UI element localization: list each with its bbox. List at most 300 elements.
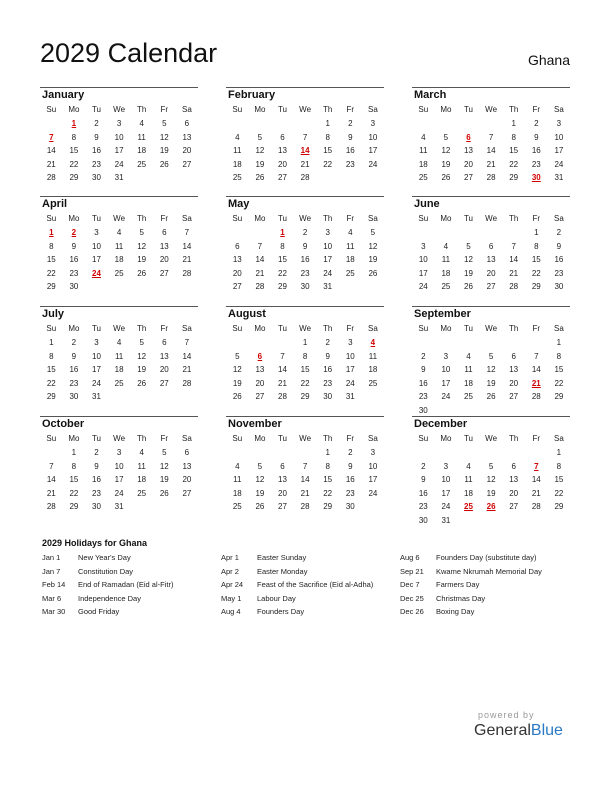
calendar-date[interactable]: 17 bbox=[114, 146, 124, 155]
calendar-date[interactable]: 22 bbox=[323, 488, 333, 498]
holiday-date[interactable]: 7 bbox=[534, 461, 539, 471]
holiday-date[interactable]: 1 bbox=[71, 119, 77, 128]
calendar-date[interactable]: 2 bbox=[94, 119, 99, 128]
calendar-date[interactable]: 12 bbox=[486, 475, 496, 484]
calendar-date[interactable]: 20 bbox=[278, 488, 287, 498]
calendar-date[interactable]: 19 bbox=[255, 159, 265, 169]
calendar-date[interactable]: 7 bbox=[49, 461, 54, 471]
calendar-date[interactable]: 14 bbox=[300, 475, 310, 484]
calendar-date[interactable]: 13 bbox=[182, 461, 192, 471]
calendar-date[interactable]: 28 bbox=[182, 378, 192, 388]
calendar-date[interactable]: 19 bbox=[486, 378, 496, 388]
calendar-date[interactable]: 16 bbox=[345, 146, 355, 155]
calendar-date[interactable]: 2 bbox=[94, 448, 99, 457]
holiday-date[interactable]: 30 bbox=[531, 173, 541, 182]
calendar-date[interactable]: 21 bbox=[182, 255, 192, 264]
calendar-date[interactable]: 3 bbox=[556, 119, 562, 128]
calendar-date[interactable]: 1 bbox=[325, 448, 330, 457]
calendar-date[interactable]: 10 bbox=[323, 241, 333, 251]
calendar-date[interactable]: 9 bbox=[71, 351, 77, 361]
calendar-date[interactable]: 27 bbox=[278, 173, 287, 182]
calendar-date[interactable]: 14 bbox=[278, 365, 287, 374]
calendar-date[interactable]: 19 bbox=[464, 268, 473, 278]
calendar-date[interactable]: 11 bbox=[137, 132, 146, 142]
calendar-date[interactable]: 21 bbox=[255, 268, 265, 278]
calendar-date[interactable]: 21 bbox=[509, 268, 519, 278]
calendar-date[interactable]: 14 bbox=[509, 255, 519, 264]
calendar-date[interactable]: 22 bbox=[278, 268, 287, 278]
calendar-date[interactable]: 15 bbox=[46, 365, 56, 374]
calendar-date[interactable]: 18 bbox=[464, 378, 473, 388]
calendar-date[interactable]: 14 bbox=[531, 475, 541, 484]
holiday-date[interactable]: 14 bbox=[300, 146, 310, 155]
calendar-date[interactable]: 10 bbox=[92, 241, 101, 251]
calendar-date[interactable]: 4 bbox=[139, 448, 144, 457]
calendar-date[interactable]: 24 bbox=[368, 488, 378, 498]
calendar-date[interactable]: 6 bbox=[184, 448, 190, 457]
calendar-date[interactable]: 20 bbox=[486, 268, 496, 278]
calendar-date[interactable]: 4 bbox=[466, 351, 471, 361]
calendar-date[interactable]: 17 bbox=[92, 365, 101, 374]
calendar-date[interactable]: 25 bbox=[368, 378, 378, 388]
calendar-date[interactable]: 16 bbox=[300, 255, 310, 264]
calendar-date[interactable]: 4 bbox=[116, 338, 122, 347]
calendar-date[interactable]: 23 bbox=[69, 378, 79, 388]
calendar-date[interactable]: 5 bbox=[162, 448, 167, 457]
calendar-date[interactable]: 26 bbox=[232, 392, 242, 401]
calendar-date[interactable]: 3 bbox=[443, 461, 449, 471]
calendar-date[interactable]: 25 bbox=[441, 282, 451, 291]
calendar-date[interactable]: 31 bbox=[114, 502, 124, 511]
calendar-date[interactable]: 12 bbox=[464, 255, 473, 264]
calendar-date[interactable]: 15 bbox=[554, 475, 564, 484]
calendar-date[interactable]: 23 bbox=[323, 378, 333, 388]
calendar-date[interactable]: 12 bbox=[255, 475, 265, 484]
calendar-date[interactable]: 20 bbox=[509, 378, 519, 388]
calendar-date[interactable]: 4 bbox=[466, 461, 471, 471]
calendar-date[interactable]: 27 bbox=[182, 159, 192, 169]
calendar-date[interactable]: 3 bbox=[443, 351, 449, 361]
calendar-date[interactable]: 19 bbox=[368, 255, 378, 264]
calendar-date[interactable]: 6 bbox=[511, 351, 516, 361]
calendar-date[interactable]: 19 bbox=[441, 159, 451, 169]
calendar-date[interactable]: 21 bbox=[182, 365, 192, 374]
calendar-date[interactable]: 10 bbox=[114, 132, 124, 142]
calendar-date[interactable]: 22 bbox=[46, 268, 56, 278]
calendar-date[interactable]: 27 bbox=[159, 378, 169, 388]
calendar-date[interactable]: 10 bbox=[441, 475, 451, 484]
calendar-date[interactable]: 30 bbox=[69, 392, 79, 401]
calendar-date[interactable]: 30 bbox=[554, 282, 564, 291]
calendar-date[interactable]: 17 bbox=[368, 475, 378, 484]
calendar-date[interactable]: 9 bbox=[421, 365, 426, 374]
calendar-date[interactable]: 3 bbox=[348, 338, 353, 347]
brand-logo[interactable] bbox=[474, 722, 563, 740]
calendar-date[interactable]: 24 bbox=[323, 268, 333, 278]
holiday-date[interactable]: 6 bbox=[466, 132, 471, 142]
calendar-date[interactable]: 11 bbox=[464, 475, 473, 484]
calendar-date[interactable]: 11 bbox=[346, 241, 355, 251]
calendar-date[interactable]: 6 bbox=[280, 461, 285, 471]
calendar-date[interactable]: 21 bbox=[531, 488, 541, 498]
calendar-date[interactable]: 12 bbox=[368, 241, 378, 251]
calendar-date[interactable]: 20 bbox=[159, 255, 169, 264]
calendar-date[interactable]: 19 bbox=[137, 365, 147, 374]
calendar-date[interactable]: 22 bbox=[69, 159, 79, 169]
calendar-date[interactable]: 21 bbox=[300, 488, 310, 498]
calendar-date[interactable]: 5 bbox=[257, 461, 263, 471]
calendar-date[interactable]: 1 bbox=[71, 448, 77, 457]
calendar-date[interactable]: 20 bbox=[464, 159, 473, 169]
calendar-date[interactable]: 5 bbox=[162, 119, 167, 128]
calendar-date[interactable]: 7 bbox=[184, 338, 190, 347]
calendar-date[interactable]: 8 bbox=[280, 241, 285, 251]
calendar-date[interactable]: 16 bbox=[345, 475, 355, 484]
calendar-date[interactable]: 26 bbox=[368, 268, 378, 278]
calendar-date[interactable]: 2 bbox=[421, 351, 426, 361]
calendar-date[interactable]: 2 bbox=[534, 119, 539, 128]
calendar-date[interactable]: 24 bbox=[114, 159, 124, 169]
calendar-date[interactable]: 28 bbox=[531, 502, 541, 511]
calendar-date[interactable]: 6 bbox=[162, 228, 167, 237]
calendar-date[interactable]: 24 bbox=[554, 159, 564, 169]
calendar-date[interactable]: 6 bbox=[511, 461, 516, 471]
calendar-date[interactable]: 15 bbox=[69, 146, 79, 155]
calendar-date[interactable]: 20 bbox=[509, 488, 519, 498]
calendar-date[interactable]: 6 bbox=[162, 338, 167, 347]
calendar-date[interactable]: 11 bbox=[114, 241, 124, 251]
calendar-date[interactable]: 24 bbox=[114, 488, 124, 498]
calendar-date[interactable]: 30 bbox=[69, 282, 79, 291]
calendar-date[interactable]: 31 bbox=[323, 282, 333, 291]
calendar-date[interactable]: 5 bbox=[488, 461, 494, 471]
calendar-date[interactable]: 9 bbox=[421, 475, 426, 484]
calendar-date[interactable]: 8 bbox=[556, 461, 562, 471]
calendar-date[interactable]: 22 bbox=[69, 488, 79, 498]
calendar-date[interactable]: 12 bbox=[137, 351, 147, 361]
calendar-date[interactable]: 10 bbox=[345, 351, 355, 361]
calendar-date[interactable]: 13 bbox=[159, 351, 169, 361]
calendar-date[interactable]: 9 bbox=[534, 132, 539, 142]
calendar-date[interactable]: 19 bbox=[159, 475, 169, 484]
calendar-date[interactable]: 7 bbox=[488, 132, 494, 142]
calendar-date[interactable]: 9 bbox=[71, 241, 77, 251]
calendar-date[interactable]: 27 bbox=[159, 268, 169, 278]
calendar-date[interactable]: 20 bbox=[278, 159, 287, 169]
calendar-date[interactable]: 29 bbox=[69, 173, 79, 182]
calendar-date[interactable]: 15 bbox=[554, 365, 564, 374]
calendar-date[interactable]: 13 bbox=[255, 365, 265, 374]
calendar-date[interactable]: 23 bbox=[92, 159, 101, 169]
holiday-date[interactable]: 7 bbox=[49, 132, 54, 142]
calendar-date[interactable]: 19 bbox=[137, 255, 147, 264]
calendar-date[interactable]: 5 bbox=[139, 338, 144, 347]
calendar-date[interactable]: 27 bbox=[509, 502, 519, 511]
calendar-date[interactable]: 29 bbox=[554, 502, 564, 511]
calendar-date[interactable]: 20 bbox=[255, 378, 265, 388]
calendar-date[interactable]: 23 bbox=[554, 268, 564, 278]
calendar-date[interactable]: 12 bbox=[232, 365, 242, 374]
calendar-date[interactable]: 23 bbox=[531, 159, 541, 169]
calendar-date[interactable]: 10 bbox=[114, 461, 124, 471]
calendar-date[interactable]: 14 bbox=[182, 241, 192, 251]
calendar-date[interactable]: 23 bbox=[300, 268, 310, 278]
calendar-date[interactable]: 5 bbox=[257, 132, 263, 142]
calendar-date[interactable]: 28 bbox=[46, 502, 56, 511]
calendar-date[interactable]: 8 bbox=[71, 132, 77, 142]
calendar-date[interactable]: 17 bbox=[441, 378, 451, 388]
calendar-date[interactable]: 8 bbox=[302, 351, 308, 361]
calendar-date[interactable]: 16 bbox=[92, 146, 101, 155]
calendar-date[interactable]: 3 bbox=[94, 228, 99, 237]
calendar-date[interactable]: 17 bbox=[418, 268, 428, 278]
calendar-date[interactable]: 29 bbox=[69, 502, 79, 511]
calendar-date[interactable]: 14 bbox=[46, 475, 56, 484]
holiday-date[interactable]: 24 bbox=[92, 268, 101, 278]
calendar-date[interactable]: 14 bbox=[531, 365, 541, 374]
calendar-date[interactable]: 9 bbox=[348, 132, 353, 142]
calendar-date[interactable]: 4 bbox=[235, 132, 240, 142]
calendar-date[interactable]: 8 bbox=[534, 241, 539, 251]
calendar-date[interactable]: 6 bbox=[488, 241, 494, 251]
holiday-date[interactable]: 4 bbox=[370, 338, 376, 347]
calendar-date[interactable]: 2 bbox=[348, 448, 353, 457]
calendar-date[interactable]: 16 bbox=[92, 475, 101, 484]
calendar-date[interactable]: 16 bbox=[69, 365, 79, 374]
calendar-date[interactable]: 17 bbox=[345, 365, 355, 374]
holiday-date[interactable]: 1 bbox=[280, 228, 285, 237]
calendar-date[interactable]: 15 bbox=[278, 255, 287, 264]
calendar-date[interactable]: 7 bbox=[302, 132, 308, 142]
calendar-date[interactable]: 24 bbox=[92, 378, 101, 388]
calendar-date[interactable]: 31 bbox=[114, 173, 124, 182]
calendar-date[interactable]: 17 bbox=[441, 488, 451, 498]
calendar-date[interactable]: 16 bbox=[554, 255, 564, 264]
calendar-date[interactable]: 31 bbox=[92, 392, 101, 401]
calendar-date[interactable]: 11 bbox=[114, 351, 124, 361]
calendar-date[interactable]: 15 bbox=[69, 475, 79, 484]
calendar-date[interactable]: 23 bbox=[418, 502, 428, 511]
calendar-date[interactable]: 22 bbox=[554, 488, 564, 498]
calendar-date[interactable]: 13 bbox=[464, 146, 473, 155]
calendar-date[interactable]: 8 bbox=[511, 132, 516, 142]
calendar-date[interactable]: 5 bbox=[370, 228, 376, 237]
calendar-date[interactable]: 15 bbox=[323, 146, 333, 155]
calendar-date[interactable]: 15 bbox=[300, 365, 310, 374]
calendar-date[interactable]: 12 bbox=[137, 241, 147, 251]
calendar-date[interactable]: 26 bbox=[137, 268, 147, 278]
calendar-date[interactable]: 4 bbox=[348, 228, 353, 237]
calendar-date[interactable]: 20 bbox=[159, 365, 169, 374]
calendar-date[interactable]: 14 bbox=[486, 146, 496, 155]
calendar-date[interactable]: 3 bbox=[325, 228, 330, 237]
calendar-date[interactable]: 2 bbox=[421, 461, 426, 471]
calendar-date[interactable]: 4 bbox=[116, 228, 122, 237]
calendar-date[interactable]: 18 bbox=[232, 488, 242, 498]
holiday-date[interactable]: 1 bbox=[49, 228, 54, 237]
calendar-date[interactable]: 9 bbox=[348, 461, 353, 471]
calendar-date[interactable]: 19 bbox=[486, 488, 496, 498]
calendar-date[interactable]: 18 bbox=[345, 255, 355, 264]
calendar-date[interactable]: 1 bbox=[556, 448, 562, 457]
calendar-date[interactable]: 28 bbox=[255, 282, 265, 291]
calendar-date[interactable]: 18 bbox=[464, 488, 473, 498]
calendar-date[interactable]: 15 bbox=[509, 146, 519, 155]
calendar-date[interactable]: 13 bbox=[182, 132, 192, 142]
calendar-date[interactable]: 27 bbox=[278, 502, 287, 511]
calendar-date[interactable]: 2 bbox=[348, 119, 353, 128]
calendar-date[interactable]: 3 bbox=[116, 119, 122, 128]
calendar-date[interactable]: 3 bbox=[421, 241, 426, 251]
calendar-date[interactable]: 5 bbox=[488, 351, 494, 361]
calendar-date[interactable]: 24 bbox=[368, 159, 378, 169]
calendar-date[interactable]: 22 bbox=[323, 159, 333, 169]
calendar-date[interactable]: 8 bbox=[325, 132, 330, 142]
calendar-date[interactable]: 9 bbox=[302, 241, 308, 251]
calendar-date[interactable]: 26 bbox=[137, 378, 147, 388]
calendar-date[interactable]: 1 bbox=[556, 338, 562, 347]
calendar-date[interactable]: 2 bbox=[556, 228, 562, 237]
calendar-date[interactable]: 22 bbox=[554, 378, 564, 388]
calendar-date[interactable]: 28 bbox=[300, 502, 310, 511]
calendar-date[interactable]: 25 bbox=[345, 268, 355, 278]
calendar-date[interactable]: 3 bbox=[370, 448, 376, 457]
calendar-date[interactable]: 31 bbox=[441, 515, 451, 525]
calendar-date[interactable]: 26 bbox=[159, 159, 169, 169]
calendar-date[interactable]: 29 bbox=[46, 282, 56, 291]
calendar-date[interactable]: 25 bbox=[418, 173, 428, 182]
calendar-date[interactable]: 27 bbox=[464, 173, 473, 182]
calendar-date[interactable]: 30 bbox=[92, 502, 101, 511]
calendar-date[interactable]: 18 bbox=[114, 365, 124, 374]
calendar-date[interactable]: 30 bbox=[418, 515, 428, 525]
calendar-date[interactable]: 1 bbox=[49, 338, 54, 347]
calendar-date[interactable]: 24 bbox=[418, 282, 428, 291]
calendar-date[interactable]: 24 bbox=[345, 378, 355, 388]
calendar-date[interactable]: 7 bbox=[534, 351, 539, 361]
calendar-date[interactable]: 9 bbox=[94, 461, 99, 471]
calendar-date[interactable]: 26 bbox=[486, 392, 496, 401]
calendar-date[interactable]: 15 bbox=[531, 255, 541, 264]
calendar-date[interactable]: 12 bbox=[486, 365, 496, 374]
calendar-date[interactable]: 10 bbox=[418, 255, 428, 264]
calendar-date[interactable]: 22 bbox=[509, 159, 519, 169]
calendar-date[interactable]: 8 bbox=[325, 461, 330, 471]
calendar-date[interactable]: 23 bbox=[92, 488, 101, 498]
calendar-date[interactable]: 11 bbox=[419, 146, 428, 155]
calendar-date[interactable]: 18 bbox=[441, 268, 451, 278]
calendar-date[interactable]: 6 bbox=[235, 241, 240, 251]
calendar-date[interactable]: 3 bbox=[94, 338, 99, 347]
calendar-date[interactable]: 17 bbox=[368, 146, 378, 155]
calendar-date[interactable]: 16 bbox=[418, 378, 428, 388]
calendar-date[interactable]: 31 bbox=[345, 392, 355, 401]
calendar-date[interactable]: 25 bbox=[464, 392, 473, 401]
calendar-date[interactable]: 25 bbox=[114, 268, 124, 278]
calendar-date[interactable]: 23 bbox=[345, 488, 355, 498]
calendar-date[interactable]: 29 bbox=[278, 282, 287, 291]
calendar-date[interactable]: 14 bbox=[46, 146, 56, 155]
calendar-date[interactable]: 10 bbox=[441, 365, 451, 374]
calendar-date[interactable]: 4 bbox=[139, 119, 144, 128]
calendar-date[interactable]: 16 bbox=[418, 488, 428, 498]
calendar-date[interactable]: 13 bbox=[159, 241, 169, 251]
calendar-date[interactable]: 21 bbox=[46, 159, 56, 169]
calendar-date[interactable]: 12 bbox=[159, 132, 169, 142]
calendar-date[interactable]: 30 bbox=[345, 502, 355, 511]
calendar-date[interactable]: 1 bbox=[534, 228, 539, 237]
calendar-date[interactable]: 26 bbox=[464, 282, 473, 291]
calendar-date[interactable]: 27 bbox=[232, 282, 242, 291]
calendar-date[interactable]: 13 bbox=[509, 365, 519, 374]
calendar-date[interactable]: 4 bbox=[235, 461, 240, 471]
calendar-date[interactable]: 24 bbox=[441, 502, 451, 511]
calendar-date[interactable]: 16 bbox=[531, 146, 541, 155]
calendar-date[interactable]: 24 bbox=[441, 392, 451, 401]
calendar-date[interactable]: 18 bbox=[232, 159, 242, 169]
calendar-date[interactable]: 27 bbox=[509, 392, 519, 401]
calendar-date[interactable]: 7 bbox=[257, 241, 263, 251]
calendar-date[interactable]: 22 bbox=[46, 378, 56, 388]
calendar-date[interactable]: 19 bbox=[159, 146, 169, 155]
calendar-date[interactable]: 5 bbox=[466, 241, 471, 251]
calendar-date[interactable]: 1 bbox=[302, 338, 308, 347]
calendar-date[interactable]: 12 bbox=[255, 146, 265, 155]
calendar-date[interactable]: 13 bbox=[509, 475, 519, 484]
calendar-date[interactable]: 16 bbox=[69, 255, 79, 264]
calendar-date[interactable]: 30 bbox=[323, 392, 333, 401]
calendar-date[interactable]: 26 bbox=[255, 502, 265, 511]
calendar-date[interactable]: 26 bbox=[159, 488, 169, 498]
calendar-date[interactable]: 4 bbox=[421, 132, 426, 142]
calendar-date[interactable]: 29 bbox=[46, 392, 56, 401]
calendar-date[interactable]: 2 bbox=[302, 228, 308, 237]
calendar-date[interactable]: 30 bbox=[418, 405, 428, 415]
calendar-date[interactable]: 17 bbox=[554, 146, 564, 155]
calendar-date[interactable]: 27 bbox=[255, 392, 265, 401]
calendar-date[interactable]: 9 bbox=[94, 132, 99, 142]
calendar-date[interactable]: 25 bbox=[137, 159, 147, 169]
calendar-date[interactable]: 20 bbox=[182, 146, 192, 155]
calendar-date[interactable]: 6 bbox=[280, 132, 285, 142]
calendar-date[interactable]: 6 bbox=[184, 119, 190, 128]
calendar-date[interactable]: 1 bbox=[511, 119, 516, 128]
calendar-date[interactable]: 11 bbox=[464, 365, 473, 374]
calendar-date[interactable]: 11 bbox=[368, 351, 378, 361]
calendar-date[interactable]: 26 bbox=[255, 173, 265, 182]
calendar-date[interactable]: 8 bbox=[49, 241, 54, 251]
calendar-date[interactable]: 8 bbox=[49, 351, 54, 361]
calendar-date[interactable]: 27 bbox=[486, 282, 496, 291]
calendar-date[interactable]: 25 bbox=[232, 173, 242, 182]
calendar-date[interactable]: 25 bbox=[114, 378, 124, 388]
calendar-date[interactable]: 13 bbox=[278, 146, 287, 155]
calendar-date[interactable]: 18 bbox=[418, 159, 428, 169]
calendar-date[interactable]: 22 bbox=[300, 378, 310, 388]
calendar-date[interactable]: 19 bbox=[255, 488, 265, 498]
calendar-date[interactable]: 25 bbox=[232, 502, 242, 511]
holiday-date[interactable]: 25 bbox=[464, 502, 473, 511]
calendar-date[interactable]: 19 bbox=[232, 378, 242, 388]
calendar-date[interactable]: 25 bbox=[137, 488, 147, 498]
calendar-date[interactable]: 7 bbox=[511, 241, 516, 251]
calendar-date[interactable]: 3 bbox=[116, 448, 122, 457]
calendar-date[interactable]: 30 bbox=[92, 173, 101, 182]
calendar-date[interactable]: 3 bbox=[370, 119, 376, 128]
calendar-date[interactable]: 13 bbox=[486, 255, 496, 264]
calendar-date[interactable]: 18 bbox=[368, 365, 378, 374]
calendar-date[interactable]: 17 bbox=[323, 255, 333, 264]
